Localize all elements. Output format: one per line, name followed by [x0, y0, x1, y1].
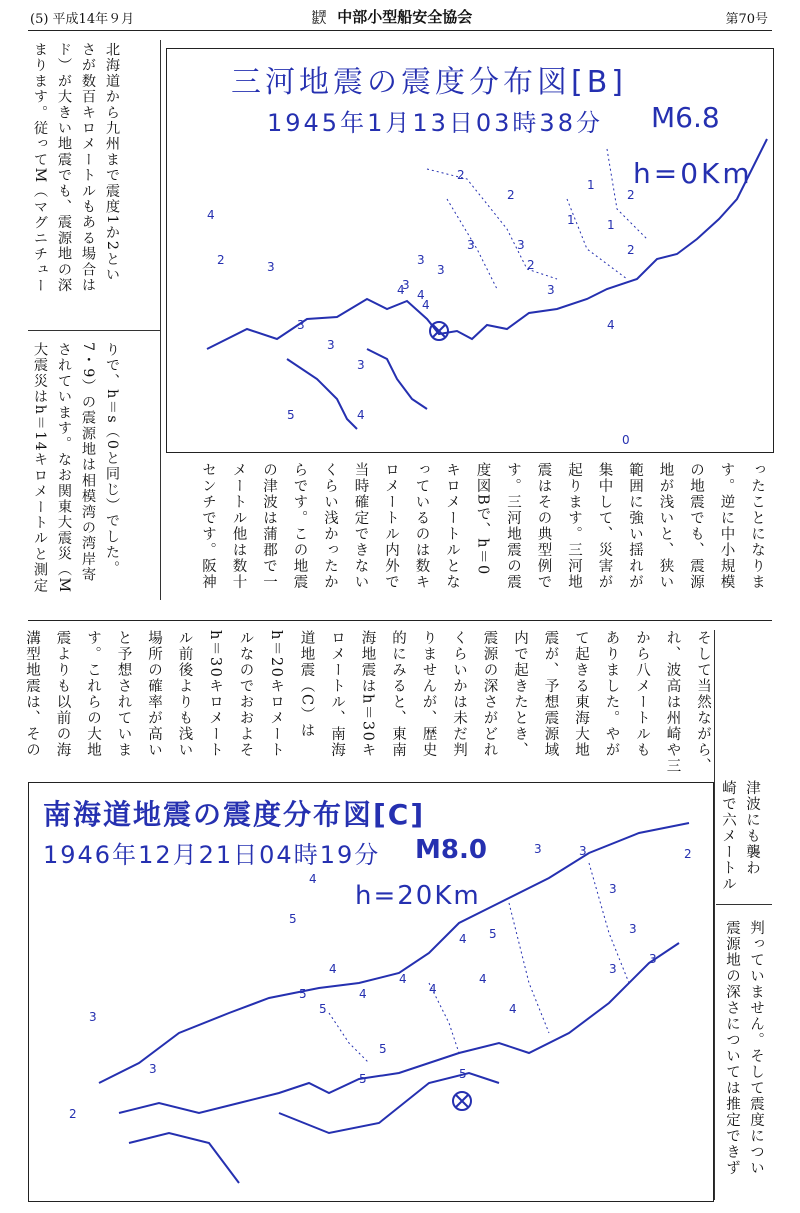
publisher-name: 中部小型船安全協会: [337, 8, 473, 26]
map-c-magnitude: M8.0: [415, 835, 487, 865]
intensity-label: 3: [467, 238, 475, 252]
text-block-row3: そして当然ながら、 れ、波高は州崎や三 から八メートルも ありました。やが て起きる東海大地 震が、予想震源域 内で起きたとき、 震源の深さがどれ くらいかは未だ判 りませんが、歴史 的にみると、東南 海地震はh＝30キ ロメートル、南海 道地震（C）は h＝20キロメート ルなのでおおよそ h＝30キロメート ル前後よりも浅い 場所の確率が高い と予想されていま す。これらの大地 震よりも以前の海 溝型地震は、その: [24, 630, 711, 774]
publisher-type: 社団法人: [312, 9, 326, 25]
intensity-label: 2: [217, 253, 225, 267]
intensity-label: 3: [534, 842, 542, 856]
section-rule: [28, 620, 772, 621]
intensity-label: 2: [69, 1107, 77, 1121]
text-column-left-top: 北海道から九州まで震度1か2とい さが数百キロメートルもある場合は ド）が大きい地震でも、震源地の深 まります。従ってM（マグニチュー: [32, 42, 120, 294]
intensity-label: 5: [459, 1067, 467, 1081]
intensity-label: 4: [607, 318, 615, 332]
intensity-label: 5: [299, 987, 307, 1001]
intensity-label: 4: [397, 283, 405, 297]
map-b-depth: h=0Km: [633, 157, 753, 190]
intensity-label: 4: [429, 982, 437, 996]
intensity-label: 5: [287, 408, 295, 422]
map-b-date: 1945年1月13日03時38分: [267, 109, 603, 137]
intensity-label: 4: [479, 972, 487, 986]
map-b-magnitude: M6.8: [651, 101, 720, 134]
intensity-label: 3: [267, 260, 275, 274]
intensity-label: 3: [297, 318, 305, 332]
map-b-title: 三河地震の震度分布図[B]: [231, 65, 627, 100]
intensity-label: 3: [609, 882, 617, 896]
divider: [28, 330, 160, 331]
intensity-label: 2: [684, 847, 692, 861]
intensity-label: 4: [509, 1002, 517, 1016]
map-c-title: 南海道地震の震度分布図[C]: [43, 798, 426, 831]
text-block-row3-tail: 津波にも襲わ 崎で六メートル: [720, 780, 760, 892]
intensity-label: 2: [457, 168, 465, 182]
intensity-label: 4: [399, 972, 407, 986]
intensity-label: 4: [459, 932, 467, 946]
page-number-date: (5) 平成14年９月: [30, 12, 135, 27]
intensity-label: 3: [517, 238, 525, 252]
intensity-label: 5: [319, 1002, 327, 1016]
text-column-right-bottom: 判っていません。そして震度につい 震源地の深さについては推定できず: [724, 920, 764, 1176]
intensity-label: 4: [207, 208, 215, 222]
map-nankaido-earthquake: [28, 782, 714, 1202]
intensity-label: 5: [489, 927, 497, 941]
intensity-label: 4: [359, 987, 367, 1001]
intensity-label: 1: [567, 213, 575, 227]
intensity-label: 3: [547, 283, 555, 297]
coastline: [367, 349, 427, 409]
coastline: [119, 943, 679, 1113]
intensity-label: 4: [422, 298, 430, 312]
map-c-date: 1946年12月21日04時19分: [43, 841, 381, 869]
map-mikawa-earthquake: [166, 48, 774, 453]
column-rule: [714, 630, 715, 1200]
divider: [716, 904, 772, 905]
intensity-label: 2: [507, 188, 515, 202]
intensity-label: 3: [437, 263, 445, 277]
intensity-label: 3: [629, 922, 637, 936]
intensity-label: 1: [587, 178, 595, 192]
intensity-label: 3: [579, 844, 587, 858]
intensity-label: 3: [89, 1010, 97, 1024]
intensity-label: 3: [357, 358, 365, 372]
intensity-label: 4: [417, 288, 425, 302]
intensity-label: 3: [609, 962, 617, 976]
intensity-label: 5: [359, 1072, 367, 1086]
map-c-depth: h=20Km: [355, 881, 481, 911]
intensity-label: 4: [329, 962, 337, 976]
intensity-label: 2: [627, 188, 635, 202]
intensity-label: 2: [627, 243, 635, 257]
intensity-label: 5: [379, 1042, 387, 1056]
intensity-label: 4: [357, 408, 365, 422]
publisher: [312, 6, 472, 27]
text-block-row2: ったことになりま す。逆に中小規模 の地震でも、震源 地が浅いと、狭い 範囲に強い揺れが 集中して、災害が 起ります。三河地 震はその典型例で す。三河地震の震 度図Bで、h＝0 キロメートルとな っているのは数キ ロメートル内外で 当時確定できない くらい浅かったか らです。この地震 の津波は蒲郡で一 メートル他は数十 センチです。阪神: [200, 462, 765, 590]
intensity-label: 3: [649, 952, 657, 966]
coastline: [129, 1073, 499, 1183]
intensity-label: 3: [327, 338, 335, 352]
intensity-label: 3: [402, 278, 410, 292]
intensity-label: 0: [622, 433, 630, 447]
issue-number: 第70号: [725, 12, 768, 27]
intensity-label: 3: [417, 253, 425, 267]
intensity-label: 3: [149, 1062, 157, 1076]
intensity-label: 4: [309, 872, 317, 886]
text-column-left-mid: りで、h＝s（0と同じ）でした。 7・9）の震源地は相模湾の湾岸寄 されています。なお関東大震災（M 大震災はh＝14キロメートルと測定: [32, 342, 120, 594]
coastline: [287, 359, 357, 429]
page-header: [0, 0, 800, 30]
intensity-label: 1: [607, 218, 615, 232]
column-rule: [160, 40, 161, 600]
intensity-label: 2: [527, 258, 535, 272]
header-rule: [28, 30, 772, 31]
intensity-label: 5: [289, 912, 297, 926]
